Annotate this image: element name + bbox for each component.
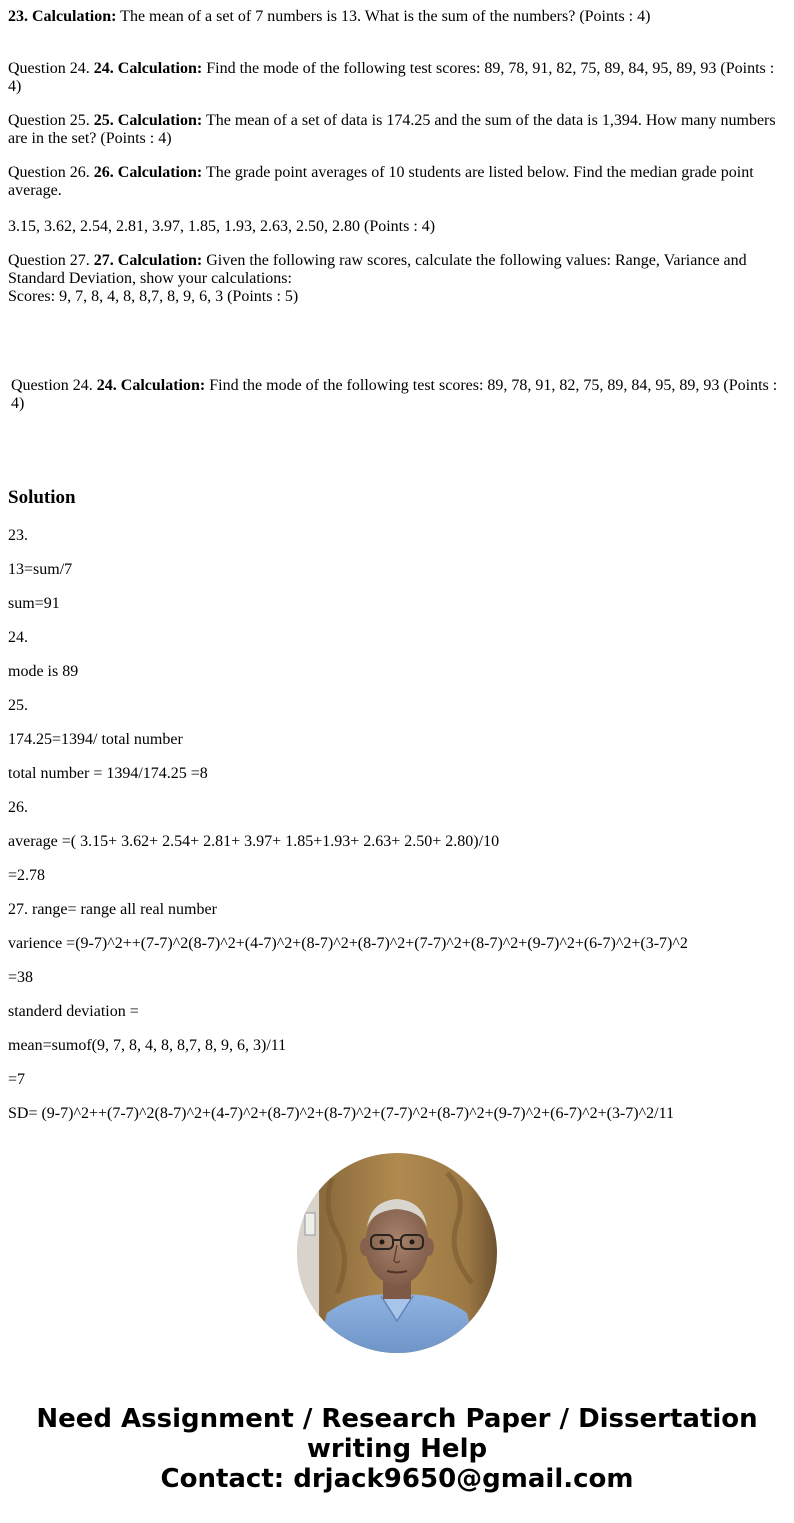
solution-line: 23. — [8, 527, 28, 544]
solution-line: =7 — [8, 1071, 26, 1088]
solution-heading: Solution — [8, 487, 76, 508]
question-26-data: 3.15, 3.62, 2.54, 2.81, 3.97, 1.85, 1.93, 2.63, 2.50, 2.80 (Points : 4) — [8, 218, 436, 235]
question-23-title: 23. Calculation: — [8, 8, 117, 25]
question-27-title: 27. Calculation: — [93, 252, 203, 269]
footer-line-2: writing Help — [306, 1434, 488, 1464]
solution-line: sum=91 — [8, 595, 60, 612]
solution-line: 26. — [8, 799, 28, 816]
question-24-repeat-prefix: Question 24. — [11, 377, 97, 394]
solution-line: total number = 1394/174.25 =8 — [8, 765, 208, 782]
question-27 — [8, 252, 786, 306]
question-24-repeat-text: Find the mode of the following test scores: 89, 78, 91, 82, 75, 89, 84, 95, 89, 93 (Points : 4) — [11, 377, 778, 412]
solution-line: 27. range= range all real number — [8, 901, 217, 918]
question-24-repeat — [11, 377, 786, 413]
footer-contact: Contact: drjack9650@gmail.com — [160, 1464, 634, 1494]
question-26-title: 26. Calculation: — [93, 164, 203, 181]
question-26 — [8, 164, 786, 200]
question-25-title: 25. Calculation: — [93, 112, 203, 129]
question-25 — [8, 112, 786, 148]
question-23 — [8, 8, 786, 26]
solution-line: standerd deviation = — [8, 1003, 139, 1020]
question-24-text: Find the mode of the following test scores: 89, 78, 91, 82, 75, 89, 84, 95, 89, 93 (Points : 4) — [8, 60, 775, 95]
question-25-prefix: Question 25. — [8, 112, 94, 129]
author-portrait-image — [297, 1153, 497, 1353]
question-24-repeat-title: 24. Calculation: — [96, 377, 206, 394]
solution-line: mean=sumof(9, 7, 8, 4, 8, 8,7, 8, 9, 6, 3)/11 — [8, 1037, 287, 1054]
author-avatar — [297, 1153, 497, 1353]
question-23-text: The mean of a set of 7 numbers is 13. What is the sum of the numbers? (Points : 4) — [116, 8, 651, 25]
solution-line: =2.78 — [8, 867, 46, 884]
solution-line: average =( 3.15+ 3.62+ 2.54+ 2.81+ 3.97+ 1.85+1.93+ 2.63+ 2.50+ 2.80)/10 — [8, 833, 500, 850]
solution-line: 24. — [8, 629, 28, 646]
solution-line: 174.25=1394/ total number — [8, 731, 183, 748]
footer-banner — [0, 1404, 794, 1494]
solution-line: 25. — [8, 697, 28, 714]
question-27-scores: Scores: 9, 7, 8, 4, 8, 8,7, 8, 9, 6, 3 (Points : 5) — [8, 288, 299, 305]
question-26-prefix: Question 26. — [8, 164, 94, 181]
question-24-prefix: Question 24. — [8, 60, 94, 77]
question-26-text: The grade point averages of 10 students are listed below. Find the median grade point average. — [8, 164, 754, 199]
question-25-text: The mean of a set of data is 174.25 and the sum of the data is 1,394. How many numbers are in the set? (Points : 4) — [8, 112, 776, 147]
solution-line: =38 — [8, 969, 34, 986]
question-27-text: Given the following raw scores, calculate the following values: Range, Variance and Standard Deviation, show your calculations: — [8, 252, 747, 287]
question-24 — [8, 60, 786, 96]
solution-line: mode is 89 — [8, 663, 79, 680]
question-24-title: 24. Calculation: — [93, 60, 203, 77]
question-27-prefix: Question 27. — [8, 252, 94, 269]
solution-line: 13=sum/7 — [8, 561, 73, 578]
footer-line-1: Need Assignment / Research Paper / Dissertation — [36, 1404, 758, 1434]
solution-line: SD= (9-7)^2++(7-7)^2(8-7)^2+(4-7)^2+(8-7)^2+(8-7)^2+(7-7)^2+(8-7)^2+(9-7)^2+(6-7)^2+(3-7)^2/11 — [8, 1105, 674, 1122]
solution-line: varience =(9-7)^2++(7-7)^2(8-7)^2+(4-7)^2+(8-7)^2+(8-7)^2+(7-7)^2+(8-7)^2+(9-7)^2+(6-7)^2+(3-7)^2 — [8, 935, 688, 952]
